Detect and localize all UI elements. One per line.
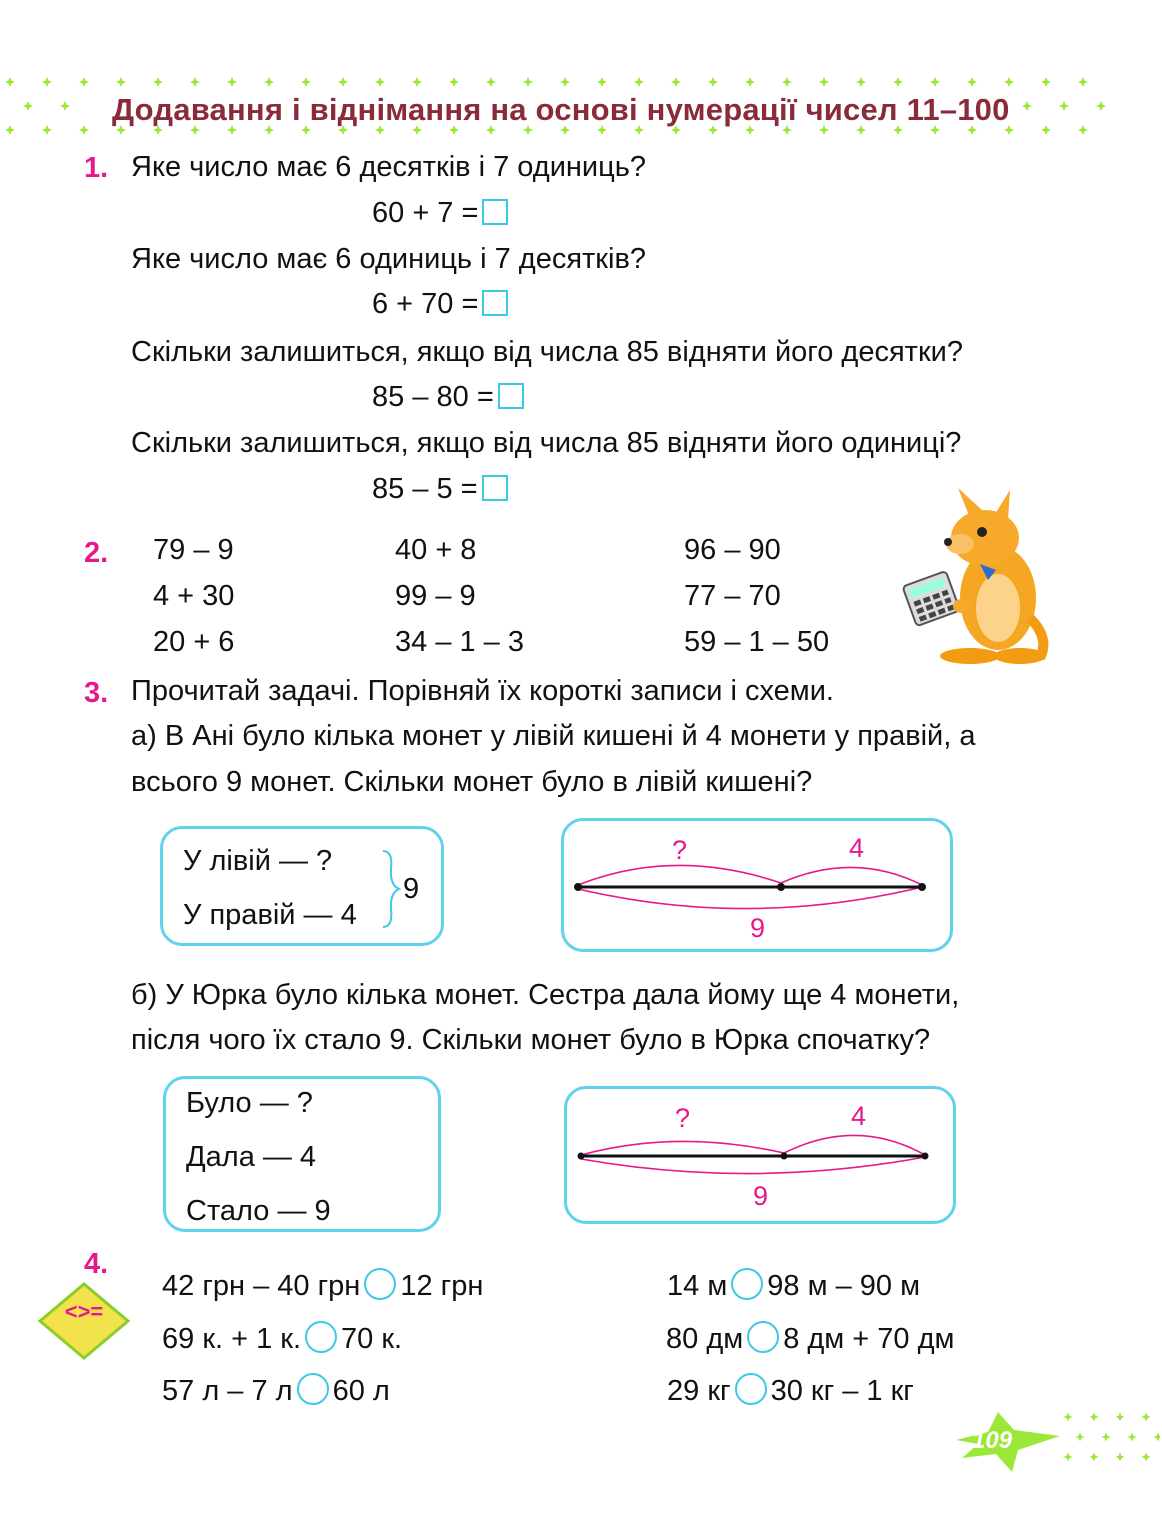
star-dot [1064, 1413, 1073, 1422]
ex1-question-4: Скільки залишиться, якщо від числа 85 відняти його одиниці? [131, 427, 962, 459]
star-dot [671, 77, 681, 87]
scheme-label-bottom: 9 [753, 1181, 769, 1211]
star-dot [42, 125, 52, 135]
ex1-question-3: Скільки залишиться, якщо від числа 85 відняти його десятки? [131, 336, 963, 368]
ex2-cell: 40 + 8 [395, 534, 477, 566]
ex3-a-scheme [561, 818, 953, 952]
star-dot [1142, 1413, 1151, 1422]
star-dot [301, 77, 311, 87]
ex3-b-text-line-2: після чого їх стало 9. Скільки монет було в Юрка спочатку? [131, 1024, 931, 1056]
star-dot [1154, 1433, 1161, 1442]
star-dot [5, 125, 15, 135]
star-dot [1090, 1453, 1099, 1462]
star-dot [893, 77, 903, 87]
star-dot [1102, 1433, 1111, 1442]
star-dot [486, 77, 496, 87]
kangaroo-illustration [900, 488, 1050, 668]
star-dot [1116, 1413, 1125, 1422]
scheme-label-bottom: 9 [750, 913, 766, 943]
star-dot [1022, 101, 1032, 111]
ex4-left-row-1: 42 грн – 40 грн 12 грн [162, 1270, 484, 1302]
ex3-b-text-line-1: б) У Юрка було кілька монет. Сестра дала йому ще 4 монети, [131, 979, 960, 1011]
ex3-a-short-note [160, 826, 444, 946]
star-dot [79, 125, 89, 135]
ex3-a-text-line-1: а) В Ані було кілька монет у лівій кишені й 4 монети у правій, а [131, 720, 976, 752]
answer-box[interactable] [482, 475, 508, 501]
ex2-cell: 59 – 1 – 50 [684, 626, 830, 658]
exercise-2-number: 2. [84, 537, 109, 569]
ex2-cell: 77 – 70 [684, 580, 781, 612]
page-number: 109 [972, 1427, 1013, 1454]
star-dot [560, 77, 570, 87]
exercise-1-number: 1. [84, 152, 109, 184]
scheme-label-left: ? [675, 1103, 691, 1133]
scheme-label-right: 4 [849, 833, 865, 863]
ex3-b-short-note [163, 1076, 441, 1232]
compare-circle[interactable] [297, 1373, 329, 1405]
star-dot [116, 77, 126, 87]
ex1-expression-2: 6 + 70 = [372, 290, 508, 319]
star-dot [23, 101, 33, 111]
star-dot [1096, 101, 1106, 111]
star-dot [1090, 1413, 1099, 1422]
compare-circle[interactable] [364, 1268, 396, 1300]
star-dot [1128, 1433, 1137, 1442]
star-dot [708, 77, 718, 87]
compare-circle[interactable] [747, 1321, 779, 1353]
ex1-expression-4: 85 – 5 = [372, 475, 508, 504]
note-line: Дала — 4 [186, 1141, 317, 1173]
scheme-label-right: 4 [851, 1101, 867, 1131]
ex4-right-row-1: 14 м 98 м – 90 м [667, 1270, 921, 1302]
ex4-right-row-2: 80 дм 8 дм + 70 дм [666, 1323, 955, 1355]
ex2-cell: 99 – 9 [395, 580, 476, 612]
note-line: Було — ? [186, 1087, 313, 1119]
star-dot [79, 77, 89, 87]
ex4-right-row-3: 29 кг 30 кг – 1 кг [667, 1375, 914, 1407]
star-dot [1064, 1453, 1073, 1462]
star-dot [634, 77, 644, 87]
ex4-left-row-2: 69 к. + 1 к. 70 к. [162, 1323, 403, 1355]
star-dot [745, 77, 755, 87]
ex1-question-2: Яке число має 6 одиниць і 7 десятків? [131, 243, 646, 275]
note-line: Стало — 9 [186, 1195, 331, 1227]
star-dot [930, 77, 940, 87]
ex2-cell: 34 – 1 – 3 [395, 626, 524, 658]
star-dot [60, 101, 70, 111]
star-dot [523, 77, 533, 87]
ex1-question-1: Яке число має 6 десятків і 7 одиниць? [131, 151, 646, 183]
star-dot [1059, 101, 1069, 111]
brace-icon [379, 849, 401, 929]
note-total: 9 [403, 873, 420, 905]
star-dot [42, 77, 52, 87]
compare-signs-label: <>= [64, 1299, 104, 1324]
answer-box[interactable] [482, 290, 508, 316]
star-dot [153, 77, 163, 87]
star-dot [1078, 77, 1088, 87]
ex4-left-row-3: 57 л – 7 л 60 л [162, 1375, 390, 1407]
ex3-b-scheme [564, 1086, 956, 1224]
star-dot [1041, 77, 1051, 87]
star-dot [412, 77, 422, 87]
star-dot [227, 77, 237, 87]
star-dot [338, 77, 348, 87]
compare-circle[interactable] [731, 1268, 763, 1300]
star-dot [856, 77, 866, 87]
note-line: У лівій — ? [183, 845, 333, 877]
page-title: Додавання і віднімання на основі нумерації чисел 11–100 [112, 92, 1010, 127]
answer-box[interactable] [498, 383, 524, 409]
exercise-4-number: 4. [84, 1248, 109, 1280]
star-dot [1041, 125, 1051, 135]
star-dot [1078, 125, 1088, 135]
star-dot [375, 77, 385, 87]
star-dot [1076, 1433, 1085, 1442]
star-dot [264, 77, 274, 87]
star-dot [967, 77, 977, 87]
ex1-expression-3: 85 – 80 = [372, 383, 524, 412]
scheme-label-left: ? [672, 835, 688, 865]
answer-box[interactable] [482, 199, 508, 225]
compare-circle[interactable] [735, 1373, 767, 1405]
note-line: У правій — 4 [183, 899, 357, 931]
star-dot [782, 77, 792, 87]
star-dot [449, 77, 459, 87]
ex1-expression-1: 60 + 7 = [372, 199, 508, 228]
star-dot [1142, 1453, 1151, 1462]
exercise-3-number: 3. [84, 677, 109, 709]
ex2-cell: 20 + 6 [153, 626, 235, 658]
star-dot [597, 77, 607, 87]
star-dot [1116, 1453, 1125, 1462]
ex2-cell: 79 – 9 [153, 534, 234, 566]
decorative-stars-bottom [1050, 1405, 1160, 1465]
star-dot [190, 77, 200, 87]
star-dot [819, 77, 829, 87]
star-dot [5, 77, 15, 87]
ex2-cell: 4 + 30 [153, 580, 235, 612]
ex3-a-text-line-2: всього 9 монет. Скільки монет було в лівій кишені? [131, 766, 813, 798]
ex2-cell: 96 – 90 [684, 534, 781, 566]
compare-circle[interactable] [305, 1321, 337, 1353]
star-dot [1004, 77, 1014, 87]
ex3-intro: Прочитай задачі. Порівняй їх короткі записи і схеми. [131, 675, 834, 707]
